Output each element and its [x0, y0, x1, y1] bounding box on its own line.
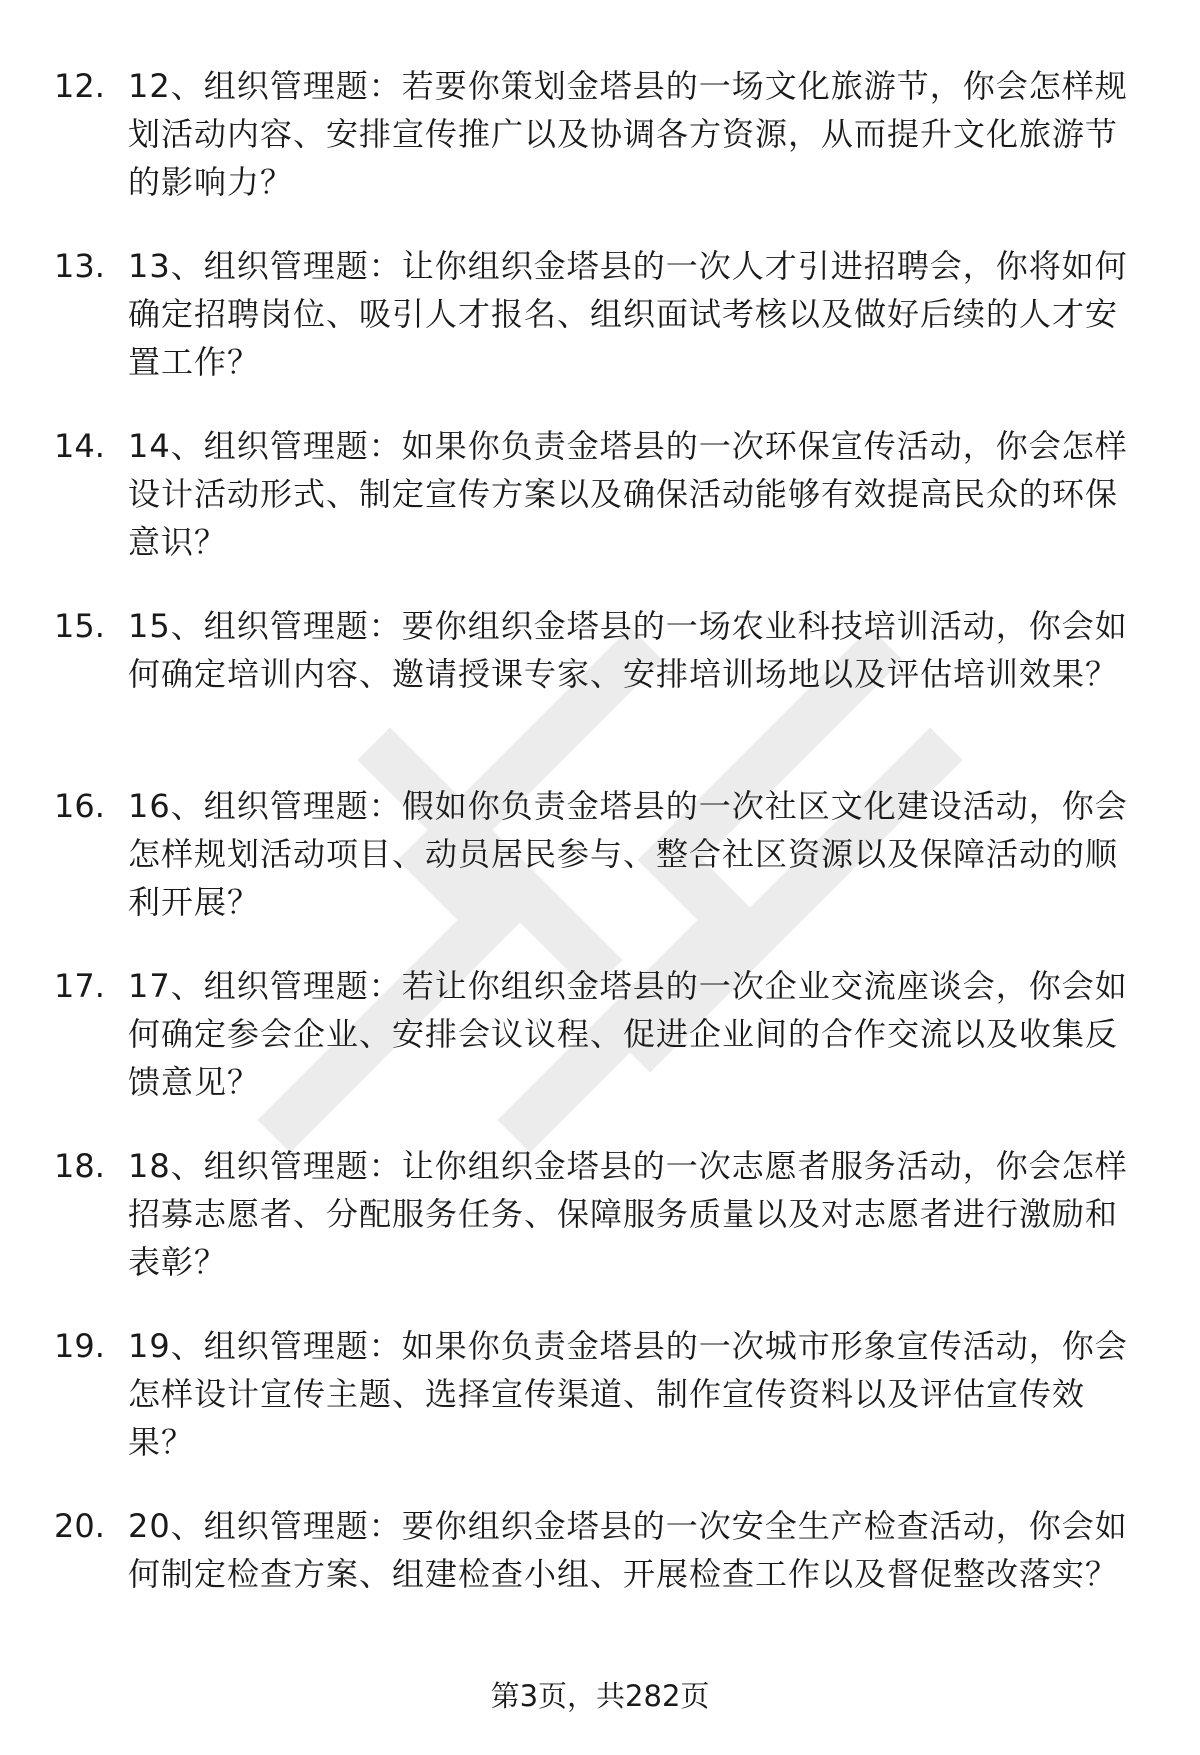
- question-text: 16、组织管理题：假如你负责金塔县的一次社区文化建设活动，你会怎样规划活动项目、动员居民参与、整合社区资源以及保障活动的顺利开展？: [128, 787, 1128, 921]
- page-number-label: 第3页，共282页: [490, 1679, 710, 1713]
- question-item: [0, 962, 1200, 1142]
- question-text: 18、组织管理题：让你组织金塔县的一次志愿者服务活动，你会怎样招募志愿者、分配服务任务、保障服务质量以及对志愿者进行激励和表彰？: [128, 1147, 1128, 1281]
- question-text: 13、组织管理题：让你组织金塔县的一次人才引进招聘会，你将如何确定招聘岗位、吸引人才报名、组织面试考核以及做好后续的人才安置工作？: [128, 247, 1128, 381]
- question-item: [0, 782, 1200, 962]
- question-number: 14.: [54, 427, 105, 465]
- question-item: [0, 1502, 1200, 1682]
- question-number: 17.: [54, 967, 105, 1005]
- question-text: 12、组织管理题：若要你策划金塔县的一场文化旅游节，你会怎样规划活动内容、安排宣传推广以及协调各方资源，从而提升文化旅游节的影响力？: [128, 67, 1128, 201]
- question-number: 18.: [54, 1147, 105, 1185]
- question-item: [0, 242, 1200, 422]
- question-item: [0, 422, 1200, 602]
- question-item: [0, 1142, 1200, 1322]
- page-footer: [0, 1676, 1200, 1716]
- question-number: 13.: [54, 247, 105, 285]
- question-number: 15.: [54, 607, 105, 645]
- question-item: [0, 62, 1200, 242]
- question-number: 16.: [54, 787, 105, 825]
- question-text: 14、组织管理题：如果你负责金塔县的一次环保宣传活动，你会怎样设计活动形式、制定宣传方案以及确保活动能够有效提高民众的环保意识？: [128, 427, 1128, 561]
- question-text: 17、组织管理题：若让你组织金塔县的一次企业交流座谈会，你会如何确定参会企业、安排会议议程、促进企业间的合作交流以及收集反馈意见？: [128, 967, 1128, 1101]
- question-number: 20.: [54, 1507, 105, 1545]
- question-item: [0, 1322, 1200, 1502]
- question-item: [0, 602, 1200, 782]
- question-list: [0, 62, 1200, 1682]
- question-text: 20、组织管理题：要你组织金塔县的一次安全生产检查活动，你会如何制定检查方案、组建检查小组、开展检查工作以及督促整改落实？: [128, 1507, 1128, 1593]
- question-text: 19、组织管理题：如果你负责金塔县的一次城市形象宣传活动，你会怎样设计宣传主题、选择宣传渠道、制作宣传资料以及评估宣传效果？: [128, 1327, 1128, 1461]
- question-number: 19.: [54, 1327, 105, 1365]
- question-text: 15、组织管理题：要你组织金塔县的一场农业科技培训活动，你会如何确定培训内容、邀请授课专家、安排培训场地以及评估培训效果？: [128, 607, 1128, 693]
- question-number: 12.: [54, 67, 105, 105]
